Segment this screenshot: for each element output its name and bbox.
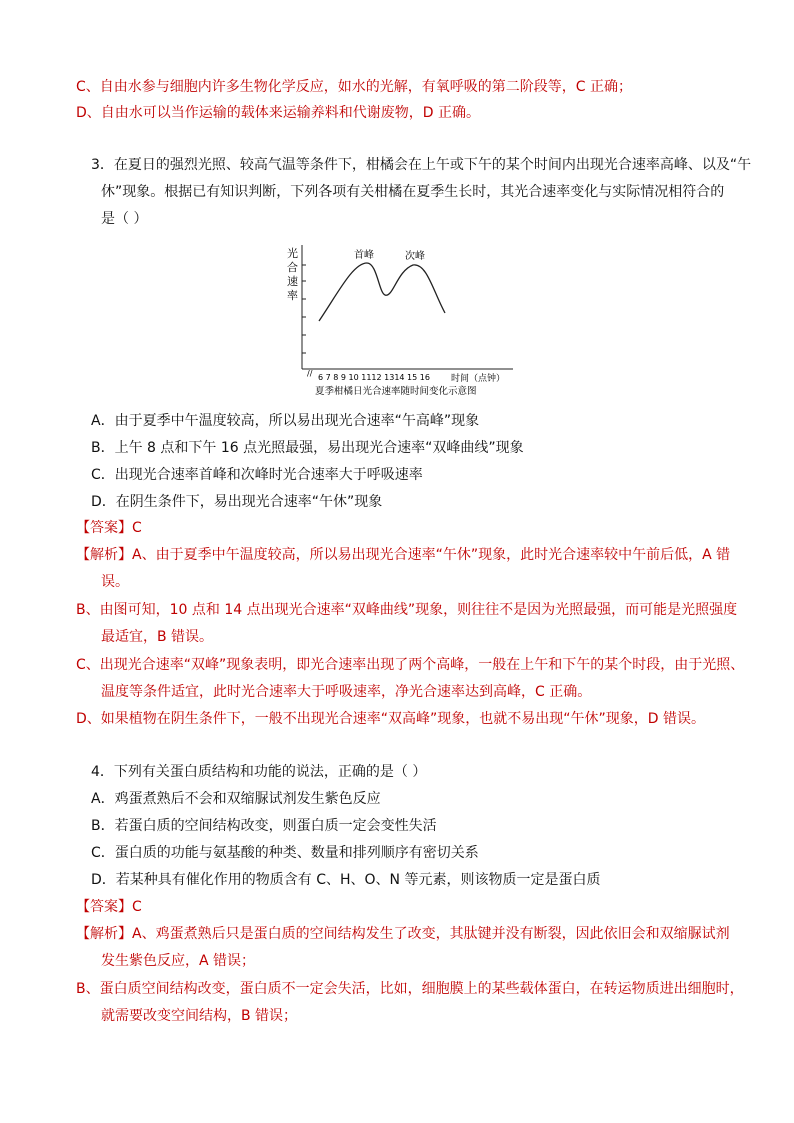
chart-ylabel-2: 合	[287, 261, 298, 274]
q3-stem-line1: 3．在夏日的强烈光照、较高气温等条件下，柑橘会在上午或下午的某个时间内出现光合速率高峰、以及“午	[91, 157, 752, 173]
q3-analysis-b-cont: 最适宜，B 错误。	[101, 629, 214, 645]
photosynthesis-chart	[283, 243, 523, 403]
top-option-d: D、自由水可以当作运输的载体来运输养料和代谢废物，D 正确。	[76, 105, 481, 121]
q3-analysis-c: C、出现光合速率“双峰”现象表明，即光合速率出现了两个高峰，一般在上午和下午的某个时段，由于光照、	[76, 657, 745, 673]
chart-y-ticks	[302, 265, 306, 353]
chart-peak2-label: 次峰	[405, 251, 425, 262]
q3-option-d: D．在阴生条件下，易出现光合速率“午休”现象	[91, 494, 383, 510]
q4-option-c: C．蛋白质的功能与氨基酸的种类、数量和排列顺序有密切关系	[91, 845, 479, 861]
chart-ylabel-1: 光	[287, 247, 298, 260]
q3-stem-line3: 是（ ）	[101, 211, 148, 227]
photosynthesis-curve	[319, 263, 445, 321]
q3-option-a: A．由于夏季中午温度较高，所以易出现光合速率“午高峰”现象	[91, 413, 480, 429]
answer-value: C	[132, 520, 142, 536]
top-option-c: C、自由水参与细胞内许多生物化学反应，如水的光解，有氧呼吸的第二阶段等，C 正确；	[76, 79, 632, 95]
analysis-a-text: A、鸡蛋煮熟后只是蛋白质的空间结构发生了改变，其肽键并没有断裂，因此依旧会和双缩脲试剂	[132, 926, 730, 942]
q4-option-d: D．若某种具有催化作用的物质含有 C、H、O、N 等元素，则该物质一定是蛋白质	[91, 872, 601, 888]
chart-x-ticks: 6 7 8 9 10 1112 1314 15 16	[318, 373, 430, 382]
q4-analysis-b-cont: 就需要改变空间结构，B 错误；	[101, 1008, 298, 1024]
q4-option-a: A．鸡蛋煮熟后不会和双缩脲试剂发生紫色反应	[91, 791, 381, 807]
q4-analysis-a-cont: 发生紫色反应，A 错误；	[101, 953, 256, 969]
answer-tag: 【答案】	[76, 520, 132, 536]
q3-analysis-c-cont: 温度等条件适宜，此时光合速率大于呼吸速率，净光合速率达到高峰，C 正确。	[101, 684, 592, 700]
answer-tag: 【答案】	[76, 899, 132, 915]
q3-option-c: C．出现光合速率首峰和次峰时光合速率大于呼吸速率	[91, 467, 423, 483]
analysis-a-text: A、由于夏季中午温度较高，所以易出现光合速率“午休”现象，此时光合速率较中午前后低，A 错	[132, 547, 731, 563]
q4-stem: 4．下列有关蛋白质结构和功能的说法，正确的是（ ）	[91, 764, 427, 780]
chart-ylabel-4: 率	[287, 289, 298, 302]
q3-analysis-a-cont: 误。	[101, 574, 129, 590]
q3-answer	[76, 518, 142, 538]
answer-value: C	[132, 899, 142, 915]
chart-caption: 夏季柑橘日光合速率随时间变化示意图	[315, 386, 477, 397]
analysis-tag: 【解析】	[76, 926, 132, 942]
chart-x-unit: 时间（点钟）	[451, 374, 506, 384]
q3-analysis-d: D、如果植物在阴生条件下，一般不出现光合速率“双高峰”现象，也就不易出现“午休”现象，D 错误。	[76, 711, 706, 727]
chart-ylabel-3: 速	[287, 275, 298, 288]
q4-analysis-a	[76, 924, 730, 944]
axis-break-mark: //	[307, 369, 313, 378]
q4-analysis-b: B、蛋白质空间结构改变，蛋白质不一定会失活，比如，细胞膜上的某些载体蛋白，在转运物质进出细胞时，	[76, 981, 744, 997]
chart-peak1-label: 首峰	[354, 250, 374, 261]
q3-option-b: B．上午 8 点和下午 16 点光照最强，易出现光合速率“双峰曲线”现象	[91, 440, 524, 456]
analysis-tag: 【解析】	[76, 547, 132, 563]
q4-answer	[76, 897, 142, 917]
q3-analysis-a	[76, 545, 730, 565]
q4-option-b: B．若蛋白质的空间结构改变，则蛋白质一定会变性失活	[91, 818, 437, 834]
q3-stem-line2: 休”现象。根据已有知识判断，下列各项有关柑橘在夏季生长时，其光合速率变化与实际情况相符合的	[101, 184, 725, 200]
q3-analysis-b: B、由图可知，10 点和 14 点出现光合速率“双峰曲线”现象，则往往不是因为光照最强，而可能是光照强度	[76, 602, 738, 618]
